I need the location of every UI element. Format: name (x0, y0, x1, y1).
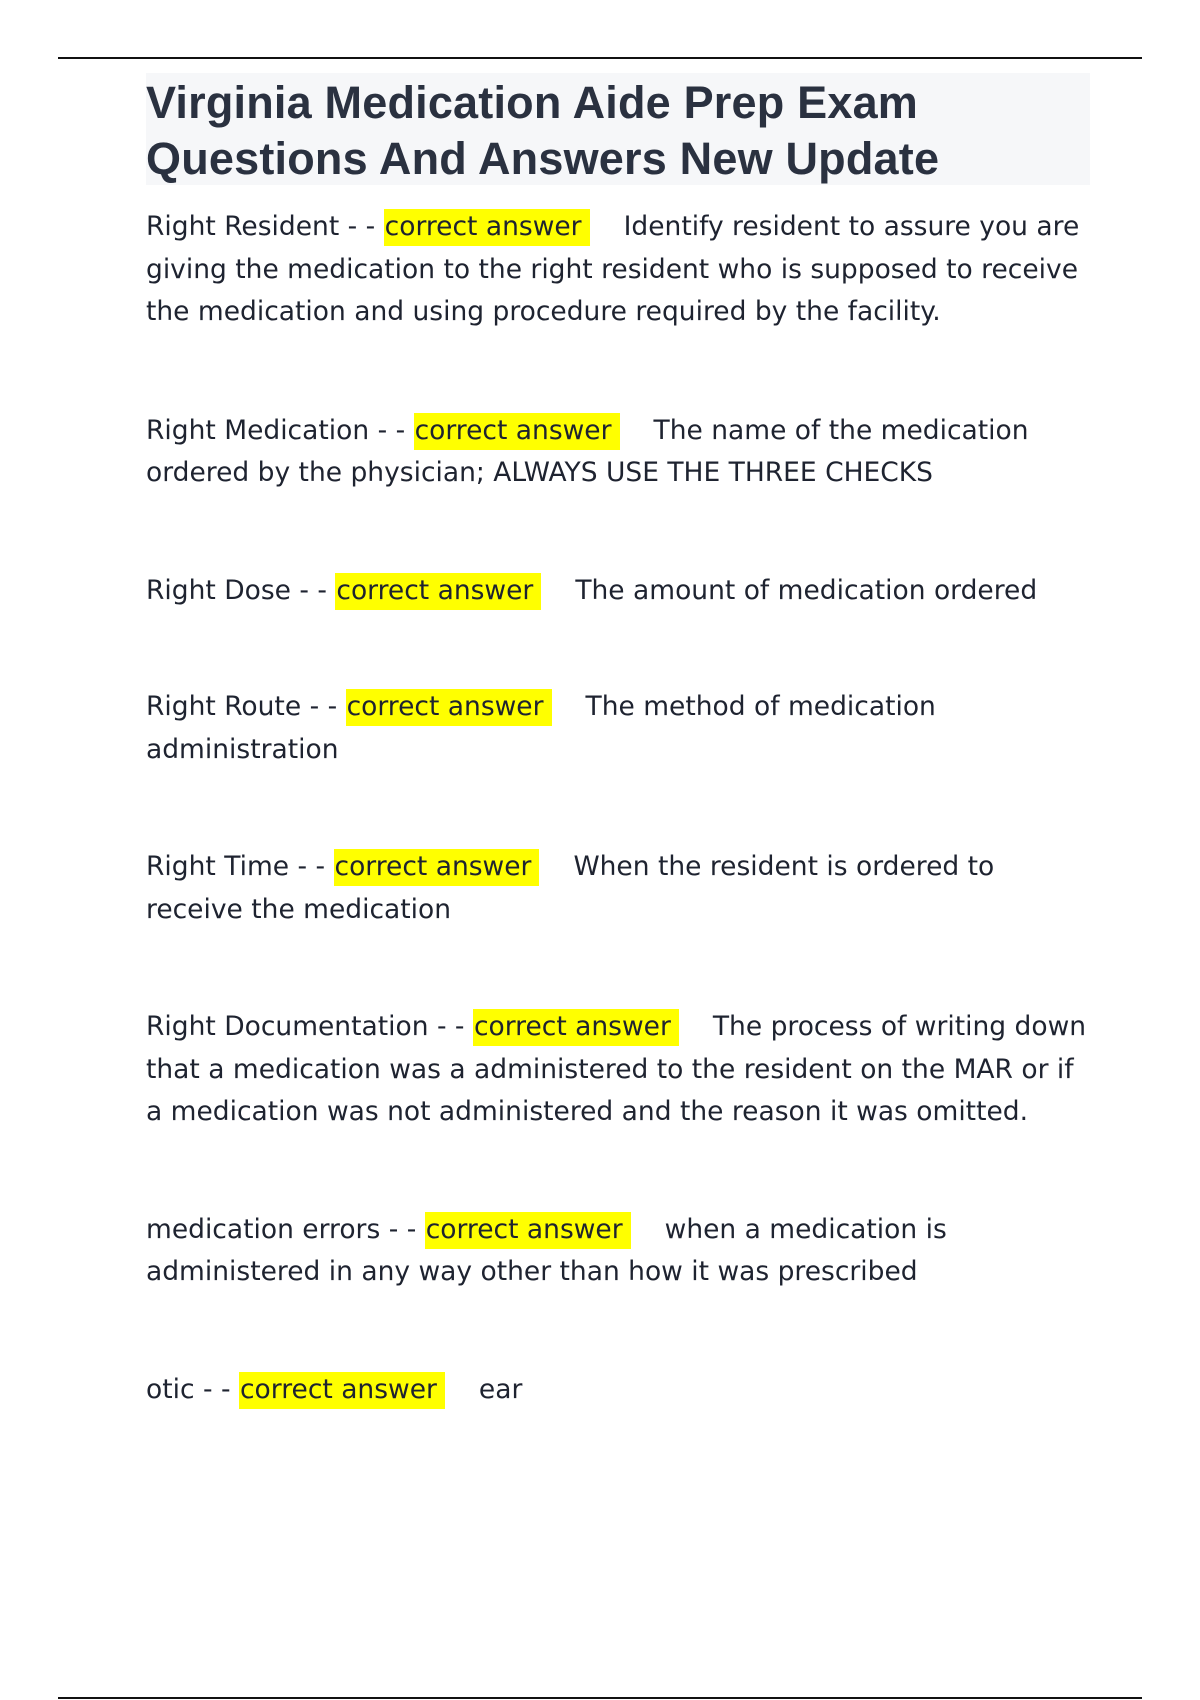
entry-definition: When the resident is ordered to receive the medication (146, 851, 995, 925)
entry-definition: ear (478, 1373, 523, 1405)
entry-separator: - - (377, 414, 406, 446)
entry-separator: - - (436, 1011, 465, 1042)
qa-entry (146, 410, 1090, 495)
entry-definition: The name of the medication ordered by the physician; ALWAYS USE THE THREE CHECKS (146, 414, 1029, 488)
entry-separator: - - (202, 1373, 231, 1405)
qa-list (146, 206, 1090, 1411)
qa-entry (146, 1369, 1090, 1412)
entry-separator: - - (347, 211, 376, 242)
correct-answer-marker: correct answer (334, 849, 540, 886)
entry-definition: Identify resident to assure you are giving the medication to the right resident who is supposed to receive the medication and using procedure required by the facility. (146, 211, 1080, 327)
entry-term: Right Resident (146, 211, 340, 242)
top-rule (58, 57, 1142, 59)
entry-term: Right Dose (146, 574, 291, 606)
correct-answer-marker: correct answer (335, 573, 541, 610)
qa-entry (146, 206, 1090, 334)
qa-entry (146, 1209, 1090, 1294)
title-box (146, 73, 1090, 185)
correct-answer-marker: correct answer (414, 413, 620, 450)
entry-separator: - - (388, 1213, 417, 1245)
correct-answer-marker: correct answer (425, 1212, 631, 1249)
correct-answer-marker: correct answer (239, 1372, 445, 1409)
entry-definition: The process of writing down that a medication was a administered to the resident on the MAR or if a medication was not administered and the reason it was omitted. (146, 1011, 1087, 1127)
entry-term: medication errors (146, 1213, 381, 1245)
entry-term: Right Route (146, 691, 302, 722)
correct-answer-marker: correct answer (384, 209, 590, 246)
bottom-rule (58, 1697, 1142, 1699)
entry-term: Right Medication (146, 414, 370, 446)
entry-term: Right Documentation (146, 1011, 429, 1042)
entry-separator: - - (309, 691, 338, 722)
qa-entry (146, 686, 1090, 771)
entry-term: otic (146, 1373, 195, 1405)
qa-entry (146, 570, 1090, 613)
qa-entry (146, 846, 1090, 931)
document-title: Virginia Medication Aide Prep Exam Questions And Answers New Update (146, 77, 940, 184)
entry-separator: - - (299, 574, 327, 606)
correct-answer-marker: correct answer (346, 689, 552, 726)
qa-entry (146, 1006, 1090, 1134)
entry-definition: The method of medication administration (146, 691, 936, 765)
entry-separator: - - (297, 851, 326, 882)
entry-definition: The amount of medication ordered (575, 574, 1038, 606)
entry-term: Right Time (146, 851, 290, 882)
entry-definition: when a medication is administered in any way other than how it was prescribed (146, 1213, 947, 1287)
correct-answer-marker: correct answer (473, 1009, 679, 1046)
